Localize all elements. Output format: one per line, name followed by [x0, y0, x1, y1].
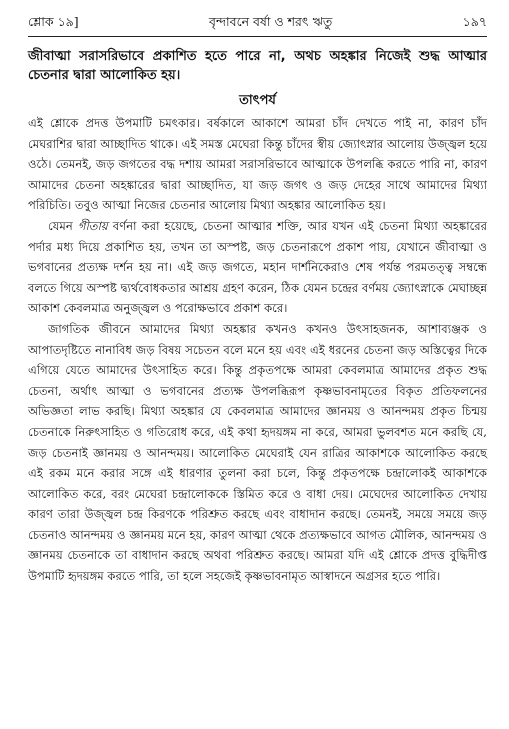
verse-translation: জীবাত্মা সরাসরিভাবে প্রকাশিত হতে পারে না, অথচ অহঙ্কার নিজেই শুদ্ধ আত্মার চেতনার দ্বারা আলোকিত হয়।: [28, 49, 487, 83]
purport-paragraph-1: এই শ্লোকে প্রদত্ত উপমাটি চমৎকার। বর্ষকালে আকাশে আমরা চাঁদ দেখতে পাই না, কারণ চাঁদ মেঘরাশির দ্বারা আচ্ছাদিত থাকে। এই সমস্ত মেঘেরা কিন্তু চাঁদের স্বীয় জ্যোৎস্নার আলোয় উজ্জ্বল হয়ে ওঠে। তেমনই, জড় জগতের বদ্ধ দশায় আমরা সরাসরিভাবে আত্মাকে উপলব্ধি করতে পারি না, কারণ আমাদের চেতনা অহঙ্কারের দ্বারা আচ্ছাদিত, যা জড় জগৎ ও জড় দেহের সাথে আমাদের মিথ্যা পরিচিতি। তবুও আত্মা নিজের চেতনার আলোয় মিথ্যা অহঙ্কার আলোকিত হয়।: [28, 116, 487, 213]
verse-reference: শ্লোক ১৯]: [28, 14, 79, 29]
paragraph-2-prefix: যেমন: [48, 218, 78, 233]
paragraph-2-body: বর্ণনা করা হয়েছে, চেতনা আত্মার শক্তি, আর যখন এই চেতনা মিথ্যা অহঙ্কারের পর্দার মধ্য দিয়ে প্রকাশিত হয়, তখন তা অস্পষ্ট, জড় চেতনারূপে প্রকাশ পায়, যেখানে জীবাত্মা ও ভগবানের প্রত্যক্ষ দর্শন হয় না। এই জড় জগতে, মহান দার্শনিকেরাও শেষ পর্যন্ত পরমতত্ত্ব সম্বন্ধে বলতে গিয়ে অস্পষ্ট দ্ব্যর্থবোধকতার আশ্রয় গ্রহণ করেন, ঠিক যেমন চন্দ্রের বর্ণময় জ্যোৎস্নাকে মেঘাচ্ছন্ন আকাশ কেবলমাত্র অনুজ্জ্বল ও পরোক্ষভাবে প্রকাশ করে।: [28, 218, 487, 316]
running-header: [28, 14, 487, 37]
chapter-title: বৃন্দাবনে বর্ষা ও শরৎ ঋতু: [209, 14, 333, 29]
gita-reference: গীতায়: [77, 218, 108, 233]
page-number: ১৯৭: [462, 14, 487, 29]
purport-paragraph-3: জাগতিক জীবনে আমাদের মিথ্যা অহঙ্কার কখনও কখনও উৎসাহজনক, আশাব্যঞ্জক ও আপাতদৃষ্টিতে নানাবিধ জড় বিষয় সচেতন বলে মনে হয় এবং এই ধরনের চেতনা জড় অস্তিত্বের দিকে এগিয়ে যেতে আমাদের উৎসাহিত করে। কিন্তু প্রকৃতপক্ষে আমরা কেবলমাত্র আমাদের প্রকৃত শুদ্ধ চেতনা, অর্থাৎ আত্মা ও ভগবানের প্রত্যক্ষ উপলব্ধিরূপ কৃষ্ণভাবনামৃতের বিকৃত প্রতিফলনের অভিজ্ঞতা লাভ করছি। মিথ্যা অহঙ্কার যে কেবলমাত্র আমাদের জ্ঞানময় ও আনন্দময় প্রকৃত চিন্ময় চেতনাকে নিরুৎসাহিত ও গতিরোধ করে, এই কথা হৃদয়ঙ্গম না করে, আমরা ভুলবশত মনে করছি যে, জড় চেতনাই জ্ঞানময় ও আনন্দময়। আলোকিত মেঘেরাই যেন রাত্রির আকাশকে আলোকিত করছে এই রকম মনে করার সঙ্গে এই ধারণার তুলনা করা চলে, কিন্তু প্রকৃতপক্ষে চন্দ্রালোকই আকাশকে আলোকিত করে, বরং মেঘেরা চন্দ্রালোককে স্তিমিত করে ও বাধা দেয়। মেঘেদের আলোকিত দেখায় কারণ তারা উজ্জ্বল চন্দ্র কিরণকে পরিশ্রুত করছে এবং বাধাদান করছে। তেমনই, সময়ে সময়ে জড় চেতনাও আনন্দময় ও জ্ঞানময় মনে হয়, কারণ আত্মা থেকে প্রত্যক্ষভাবে আগত মৌলিক, আনন্দময় ও জ্ঞানময় চেতনাকে তা বাধাদান করছে অথবা পরিশ্রুত করছে। আমরা যদি এই শ্লোকে প্রদত্ত বুদ্ধিদীপ্ত উপমাটি হৃদয়ঙ্গম করতে পারি, তা হলে সহজেই কৃষ্ণভাবনামৃত আস্বাদনে অগ্রসর হতে পারি।: [28, 321, 487, 584]
purport-paragraph-2: [28, 216, 487, 319]
purport-heading: তাৎপর্য: [239, 93, 276, 108]
